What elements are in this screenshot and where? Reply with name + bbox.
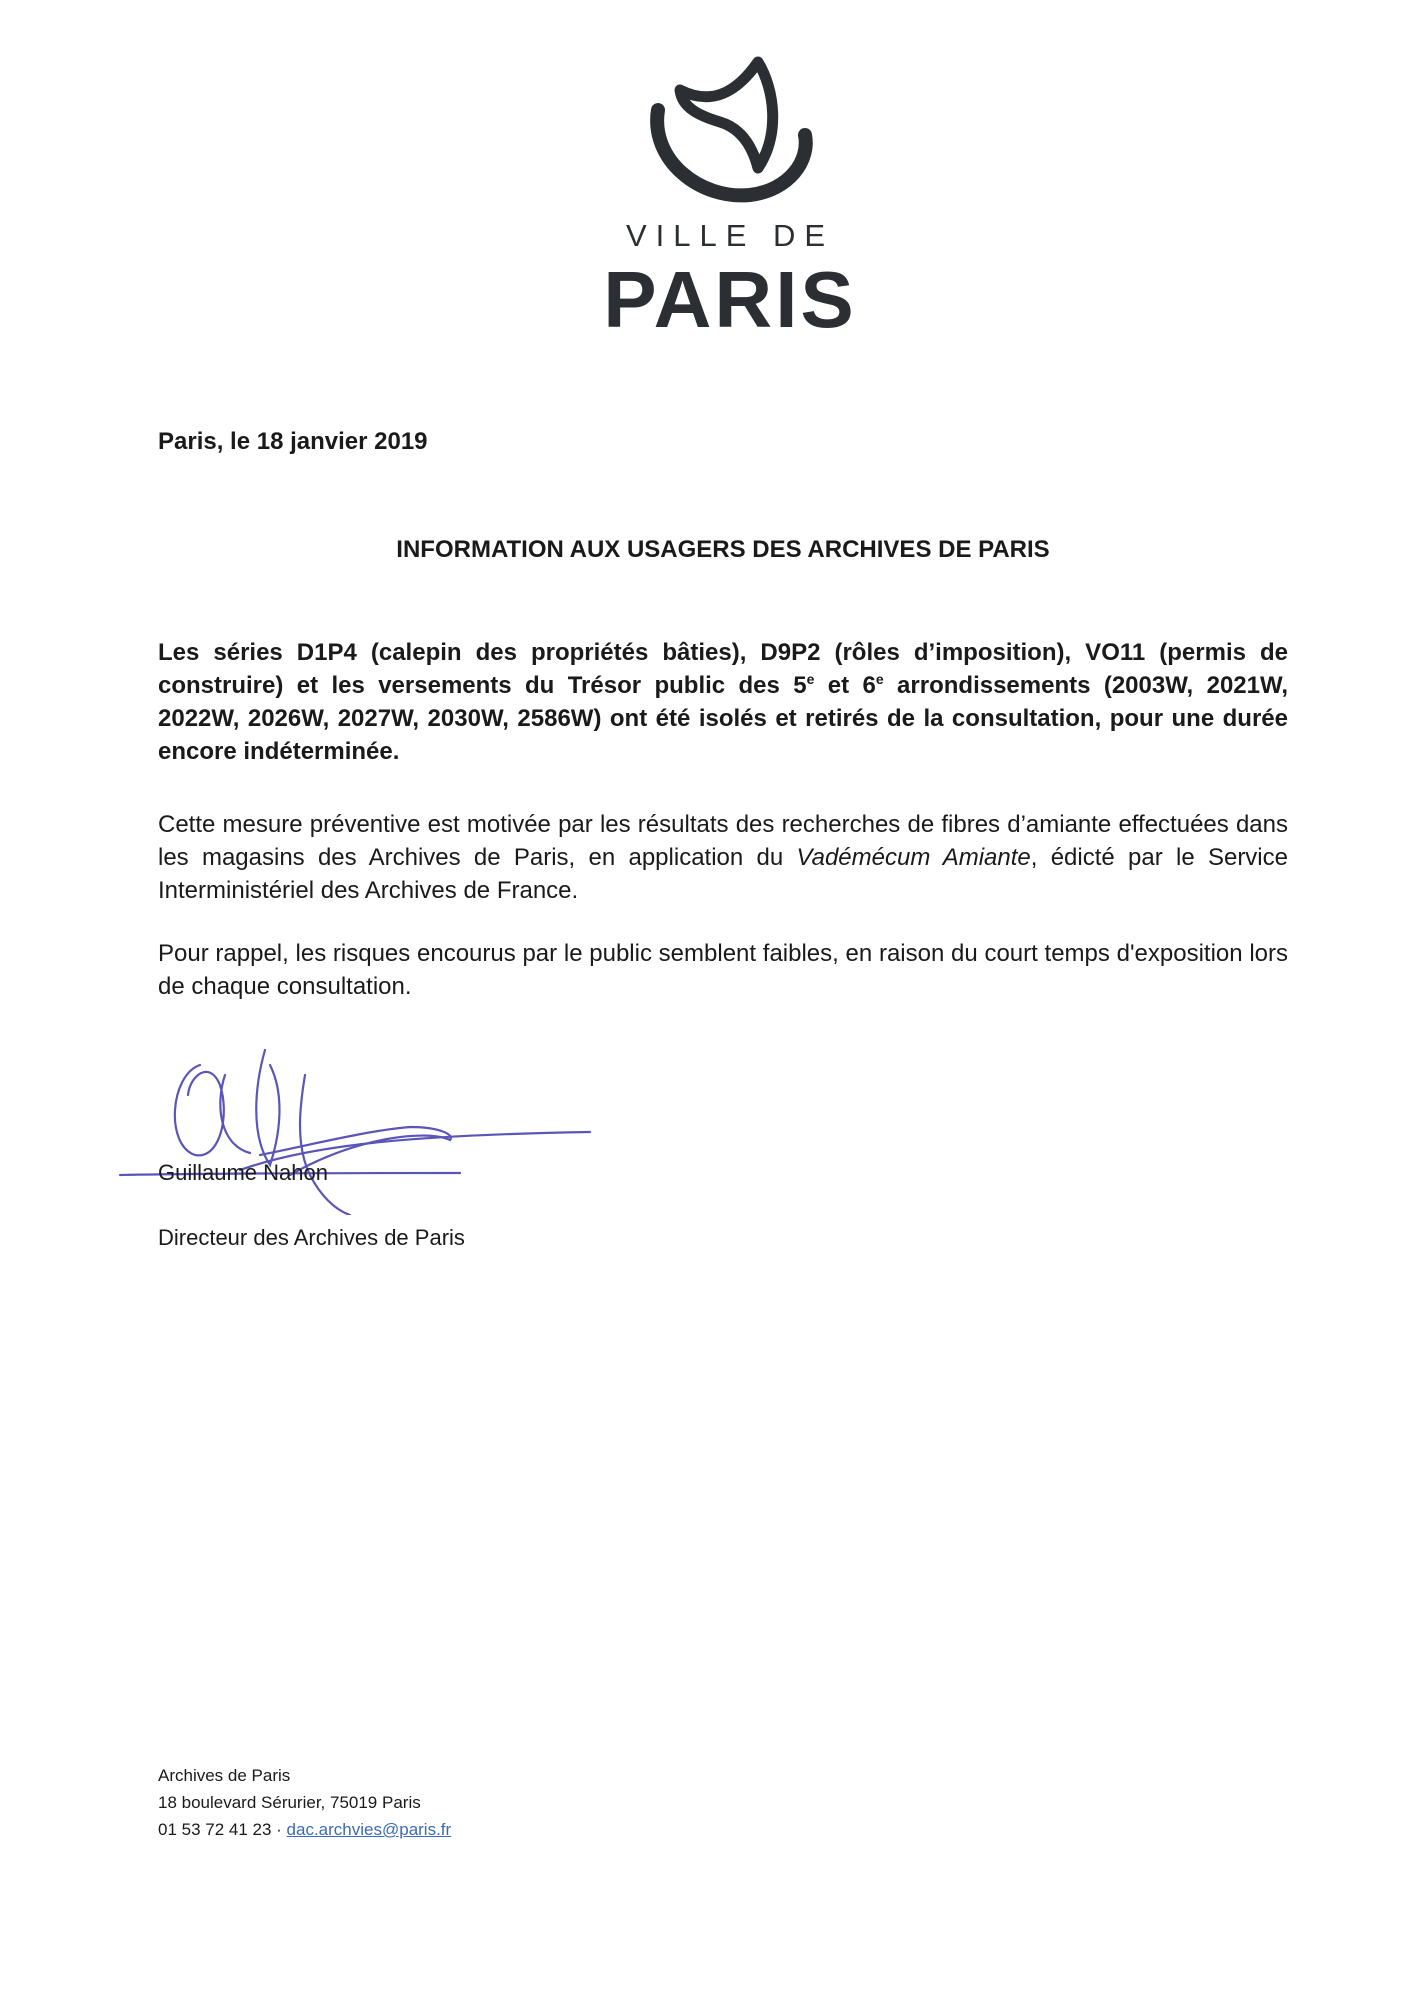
footer-contact	[158, 1816, 451, 1843]
para2-text-b: , édicté par le Service Interministériel des Archives de France.	[158, 844, 1288, 904]
para1-text-a: Les séries D1P4 (calepin des propriétés bâties), D9P2 (rôles d’imposition), VO11 (permis de construire) et les versements du Trésor public des 5	[158, 639, 1288, 699]
footer-org: Archives de Paris	[158, 1766, 291, 1785]
ville-de-paris-logo	[580, 50, 880, 350]
handwritten-signature	[110, 1035, 610, 1215]
footer-address: 18 boulevard Sérurier, 75019 Paris	[158, 1793, 421, 1812]
signatory-name: Guillaume Nahon	[158, 1160, 328, 1185]
para1-text-b: et 6	[814, 672, 876, 699]
para1-text-c: arrondissements (2003W, 2021W, 2022W, 2026W, 2027W, 2030W, 2586W) ont été isolés et retirés de la consultation, pour une durée encore indéterminée.	[158, 672, 1288, 765]
para1-sup-b: e	[875, 671, 884, 687]
ship-logo-icon	[640, 50, 820, 210]
logo-text-line2: PARIS	[603, 255, 857, 344]
para2-text-a: Cette mesure préventive est motivée par les résultats des recherches de fibres d’amiante effectuées dans les magasins des Archives de Paris, en application du	[158, 811, 1288, 871]
para1-sup-a: e	[806, 671, 815, 687]
paragraph-preventive-measure	[158, 808, 1288, 907]
paragraph-series-withdrawn	[158, 636, 1288, 768]
para2-italic: Vadémécum Amiante	[796, 844, 1031, 871]
signatory-role: Directeur des Archives de Paris	[158, 1225, 465, 1250]
letter-heading: INFORMATION AUX USAGERS DES ARCHIVES DE PARIS	[396, 536, 1050, 563]
letter-footer	[158, 1762, 451, 1843]
logo-text-line1: VILLE DE	[625, 218, 835, 253]
letter-date: Paris, le 18 janvier 2019	[158, 428, 428, 455]
paragraph-reminder: Pour rappel, les risques encourus par le public semblent faibles, en raison du court temps d'exposition lors de chaque consultation.	[158, 940, 1288, 1000]
footer-email-link[interactable]: dac.archvies@paris.fr	[286, 1820, 452, 1839]
footer-phone: 01 53 72 41 23 ·	[158, 1820, 287, 1839]
